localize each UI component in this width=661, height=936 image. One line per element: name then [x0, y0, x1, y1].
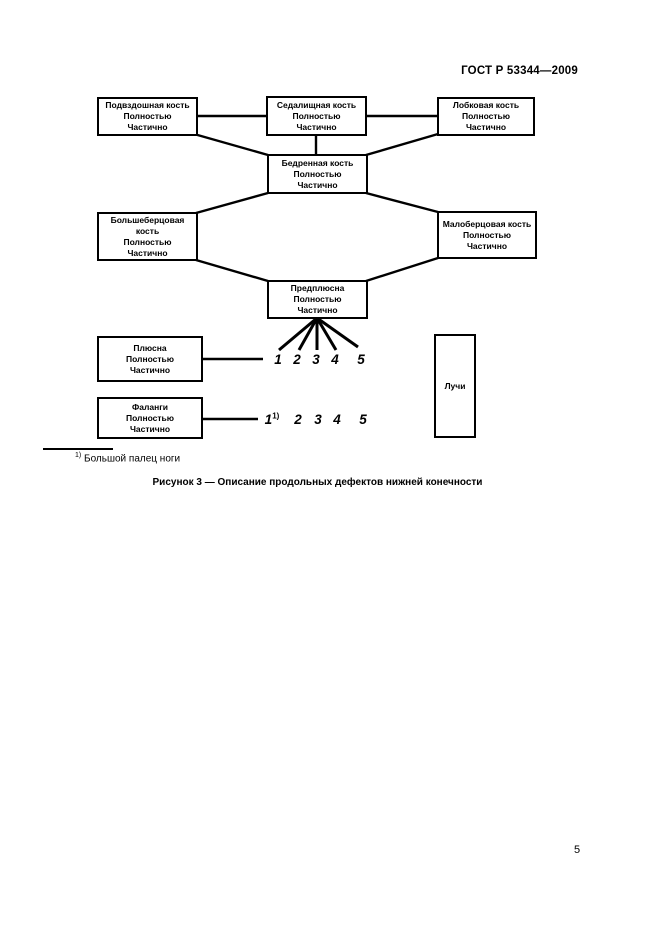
page-number: 5 — [574, 844, 581, 856]
box-phalanges — [97, 397, 203, 439]
connector-tibia-tarsus — [196, 260, 268, 281]
fan-line-2 — [299, 318, 317, 350]
option-partial: Частично — [466, 240, 508, 251]
option-full: Полностью — [293, 168, 342, 179]
bone-name: Предплюсна — [290, 283, 345, 293]
bone-name: Подвздошная кость — [105, 100, 190, 110]
box-iliac-bone — [97, 97, 198, 136]
fan-line-4 — [317, 318, 336, 350]
metatarsus-number-2: 2 — [293, 352, 301, 367]
connector-femur-tibia — [196, 193, 268, 213]
bone-name: Лучи — [444, 380, 466, 391]
footnote-text: Большой палец ноги — [84, 453, 181, 465]
option-full: Полностью — [125, 412, 175, 423]
box-tibia-bone — [97, 212, 198, 261]
box-femur-bone — [267, 154, 368, 194]
metatarsus-number-1: 1 — [274, 352, 282, 367]
phalanx-number-5: 5 — [359, 412, 367, 427]
bone-name: Малоберцовая кость — [442, 218, 532, 229]
option-partial: Частично — [297, 305, 338, 315]
box-fibula-bone — [437, 211, 537, 259]
option-partial: Частично — [129, 423, 171, 434]
footnote-marker: 1) — [272, 411, 280, 421]
box-metatarsus — [97, 336, 203, 382]
box-ischium-bone — [266, 96, 367, 136]
option-full: Полностью — [462, 229, 512, 240]
option-partial: Частично — [127, 247, 168, 258]
fan-line-1 — [279, 318, 317, 350]
option-full: Полностью — [293, 294, 342, 304]
option-full: Полностью — [123, 236, 172, 247]
phalanx-number-4: 4 — [333, 412, 341, 427]
option-partial: Частично — [129, 364, 171, 375]
metatarsus-number-4: 4 — [331, 352, 339, 367]
connector-femur-fibula — [366, 193, 438, 212]
box-pubic-bone — [437, 97, 535, 136]
option-partial: Частично — [296, 121, 337, 132]
option-partial: Частично — [297, 179, 338, 190]
option-full: Полностью — [123, 111, 172, 121]
bone-name: Лобковая кость — [452, 100, 520, 110]
fan-line-5 — [317, 318, 358, 347]
phalanx-number-2: 2 — [294, 412, 302, 427]
bone-name: Фаланги — [131, 401, 168, 412]
phalanx-number-1: 1$^{1)}$ — [264, 411, 280, 427]
option-full: Полностью — [125, 353, 175, 364]
connector-pubic-femur — [366, 134, 438, 155]
bone-name: Бедренная кость — [281, 157, 354, 168]
metatarsus-number-5: 5 — [357, 352, 365, 367]
option-partial: Частично — [127, 122, 168, 132]
footnote-marker: 1) — [75, 452, 82, 459]
option-full: Полностью — [292, 110, 341, 121]
box-tarsus — [267, 280, 368, 319]
option-partial: Частично — [465, 122, 507, 132]
footnote-separator — [43, 448, 113, 450]
option-full: Полностью — [461, 111, 511, 121]
phalanx-number-3: 3 — [314, 412, 322, 427]
bone-name: Седалищная кость — [276, 99, 357, 110]
figure-caption: Рисунок 3 — Описание продольных дефектов нижней конечности — [152, 477, 483, 488]
standard-reference: ГОСТ Р 53344—2009 — [461, 65, 578, 77]
bone-name: Большеберцовая кость — [110, 214, 185, 236]
footnote — [75, 452, 180, 464]
metatarsus-number-3: 3 — [312, 352, 320, 367]
bone-name: Плюсна — [133, 342, 167, 353]
box-rays — [434, 334, 476, 438]
connector-fibula-tarsus — [366, 258, 438, 281]
connector-iliac-femur — [194, 134, 268, 155]
